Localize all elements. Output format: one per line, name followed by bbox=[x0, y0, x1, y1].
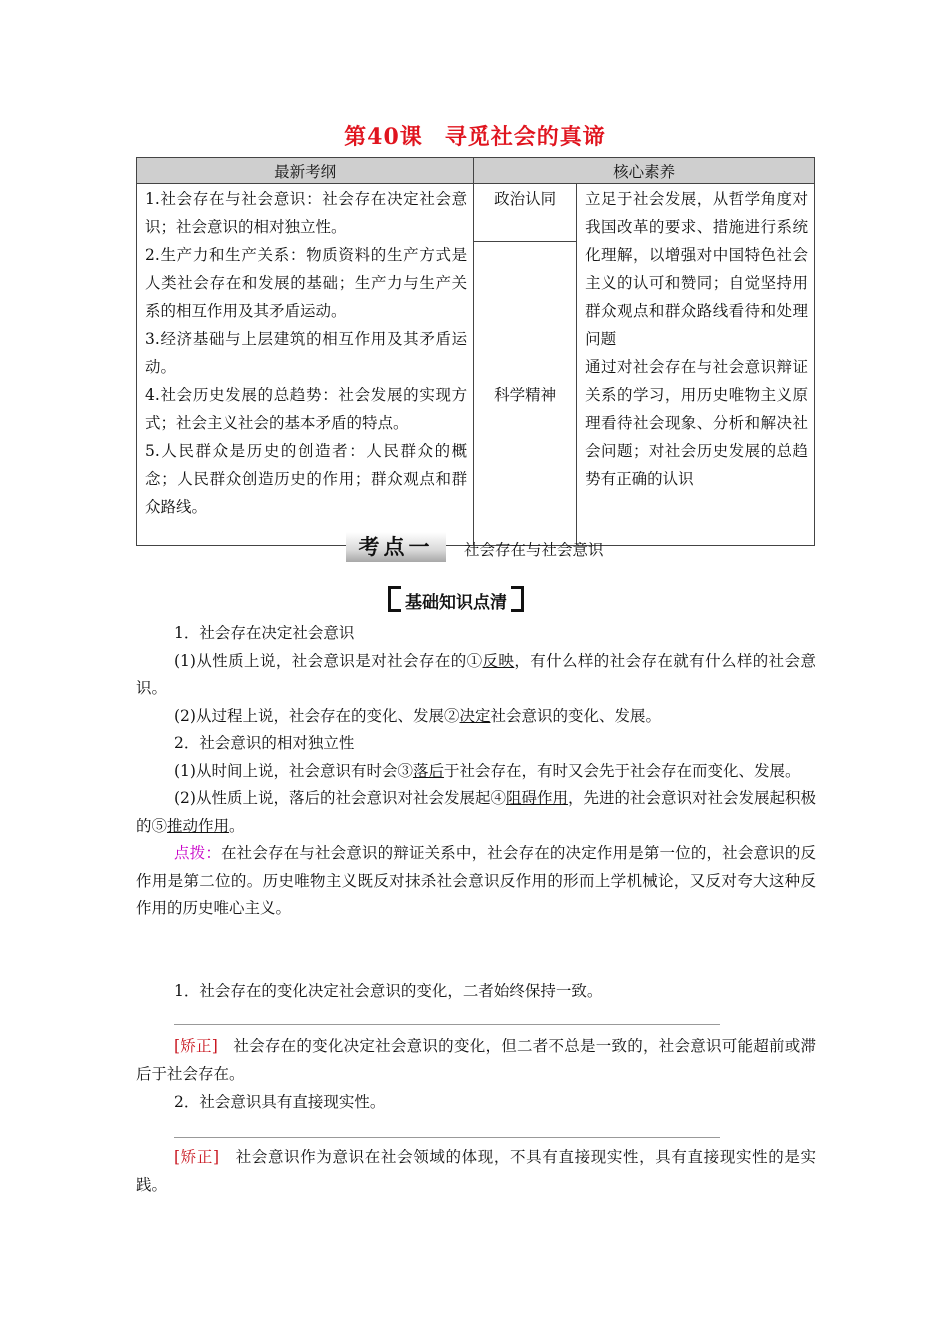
answer-blank: 反映 bbox=[482, 651, 515, 670]
judgment-correction: [矫正] 社会意识作为意识在社会领域的体现，不具有直接现实性，具有直接现实性的是实践。 bbox=[136, 1148, 816, 1194]
syllabus-item: 5.人民群众是历史的创造者：人民群众的概念；人民群众创造历史的作用；群众观点和群众路线。 bbox=[145, 442, 468, 516]
tip-paragraph bbox=[136, 840, 816, 923]
kaodian-badge: 考点一 bbox=[346, 532, 446, 562]
literacy-name-politics: 政治认同 bbox=[474, 184, 577, 242]
correction-label: [矫正] bbox=[174, 1037, 218, 1055]
answer-line bbox=[174, 1024, 720, 1025]
right-bracket-icon bbox=[511, 586, 524, 612]
tip-label: 点拨： bbox=[174, 844, 221, 862]
literacy-name-science: 科学精神 bbox=[474, 242, 577, 546]
answer-blank: 决定 bbox=[459, 706, 491, 725]
correction-label: [矫正] bbox=[174, 1148, 220, 1166]
answer-blank: 落后 bbox=[412, 761, 444, 780]
syllabus-cell bbox=[137, 184, 474, 546]
header-literacy: 核心素养 bbox=[474, 158, 815, 184]
literacy-desc-cell bbox=[577, 184, 815, 546]
header-syllabus: 最新考纲 bbox=[137, 158, 474, 184]
syllabus-item: 2.生产力和生产关系：物质资料的生产方式是人类社会存在和发展的基础；生产力与生产关系的相互作用及其矛盾运动。 bbox=[145, 246, 468, 320]
syllabus-item: 4.社会历史发展的总趋势：社会发展的实现方式；社会主义社会的基本矛盾的特点。 bbox=[145, 386, 468, 432]
knowledge-point: (2)从过程上说，社会存在的变化、发展②决定社会意识的变化、发展。 bbox=[174, 706, 661, 725]
knowledge-point: (1)从时间上说，社会意识有时会③落后于社会存在，有时又会先于社会存在而变化、发展。 bbox=[174, 761, 801, 780]
outline-table bbox=[136, 157, 815, 546]
knowledge-point: (1)从性质上说，社会意识是对社会存在的①反映，有什么样的社会存在就有什么样的社会意识。 bbox=[136, 651, 816, 697]
section-heading bbox=[388, 586, 524, 613]
lesson-number: 第40课 bbox=[344, 124, 423, 150]
judgment-correction: [矫正] 社会存在的变化决定社会意识的变化，但二者不总是一致的，社会意识可能超前或滞后于社会存在。 bbox=[136, 1037, 816, 1083]
syllabus-item: 3.经济基础与上层建筑的相互作用及其矛盾运动。 bbox=[145, 330, 468, 376]
lesson-name: 寻觅社会的真谛 bbox=[444, 124, 606, 150]
knowledge-heading-2: 2．社会意识的相对独立性 bbox=[174, 734, 355, 752]
answer-line bbox=[174, 1137, 720, 1138]
page-title bbox=[0, 120, 950, 151]
knowledge-heading-1: 1．社会存在决定社会意识 bbox=[174, 624, 355, 642]
knowledge-point: (2)从性质上说，落后的社会意识对社会发展起④阻碍作用，先进的社会意识对社会发展起积极的⑤推动作用。 bbox=[136, 789, 816, 835]
syllabus-item: 1.社会存在与社会意识：社会存在决定社会意识；社会意识的相对独立性。 bbox=[145, 190, 468, 236]
kaodian-topic: 社会存在与社会意识 bbox=[464, 541, 604, 559]
literacy-desc: 通过对社会存在与社会意识辩证关系的学习，用历史唯物主义原理看待社会现象、分析和解决社会问题；对社会历史发展的总趋势有正确的认识 bbox=[585, 358, 808, 488]
judgment-statement: 2．社会意识具有直接现实性。 bbox=[174, 1093, 386, 1111]
answer-blank: 阻碍作用 bbox=[505, 789, 568, 807]
knowledge-block bbox=[136, 620, 816, 923]
left-bracket-icon bbox=[388, 586, 401, 612]
answer-blank: 推动作用 bbox=[167, 816, 230, 835]
judgment-statement: 1．社会存在的变化决定社会意识的变化，二者始终保持一致。 bbox=[174, 982, 603, 1000]
section-heading-text: 基础知识点清 bbox=[405, 593, 507, 613]
tip-text: 在社会存在与社会意识的辩证关系中，社会存在的决定作用是第一位的，社会意识的反作用是第二位的。历史唯物主义既反对抹杀社会意识反作用的形而上学机械论，又反对夸大这种反作用的历史唯心主义。 bbox=[136, 844, 816, 917]
literacy-desc: 立足于社会发展，从哲学角度对我国改革的要求、措施进行系统化理解，以增强对中国特色社会主义的认可和赞同；自觉坚持用群众观点和群众路线看待和处理问题 bbox=[585, 190, 808, 348]
